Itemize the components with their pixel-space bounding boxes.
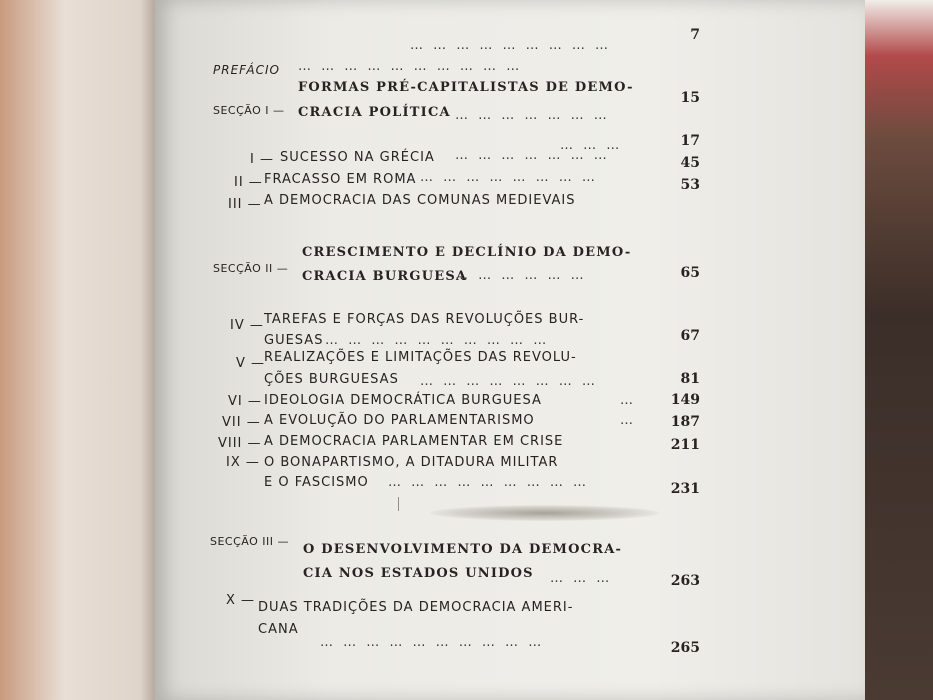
chapter-title: IDEOLOGIA DEMOCRÁTICA BURGUESA bbox=[264, 393, 542, 408]
page-number: 67 bbox=[680, 328, 700, 344]
section-title-cont: CIA NOS ESTADOS UNIDOS bbox=[303, 566, 534, 581]
chapter-title: A DEMOCRACIA DAS COMUNAS MEDIEVAIS bbox=[264, 193, 576, 208]
leader-dots: … … … … … … … bbox=[455, 108, 610, 123]
chapter-numeral: IV — bbox=[230, 318, 264, 333]
leader-dots: … … … … … … … … … … bbox=[298, 59, 523, 74]
chapter-title: A EVOLUÇÃO DO PARLAMENTARISMO bbox=[264, 413, 535, 428]
section-title: O DESENVOLVIMENTO DA DEMOCRA- bbox=[303, 542, 623, 557]
toc-entry-prefacio: PREFÁCIO bbox=[213, 63, 280, 77]
page-number: 81 bbox=[680, 371, 700, 387]
page-number: 65 bbox=[680, 265, 700, 281]
section-title-cont: CRACIA BURGUESA bbox=[302, 269, 468, 284]
section-label: SECÇÃO I — bbox=[213, 104, 285, 117]
chapter-title: TAREFAS E FORÇAS DAS REVOLUÇÕES BUR- bbox=[264, 312, 585, 327]
section-label: SECÇÃO III — bbox=[210, 535, 290, 548]
page-number: 53 bbox=[680, 177, 700, 193]
chapter-title-cont: CANA bbox=[258, 622, 299, 637]
page-number: 17 bbox=[680, 133, 700, 149]
leader-dots: … … … … … … … … … … bbox=[320, 635, 545, 650]
chapter-numeral: IX — bbox=[226, 455, 260, 470]
section-title: CRESCIMENTO E DECLÍNIO DA DEMO- bbox=[302, 245, 632, 260]
section-title-cont: CRACIA POLÍTICA bbox=[298, 105, 451, 120]
leader-dots: … … … … … … … … bbox=[420, 170, 598, 185]
chapter-title-cont: E O FASCISMO bbox=[264, 475, 369, 490]
chapter-numeral: III — bbox=[228, 197, 262, 212]
chapter-title: SUCESSO NA GRÉCIA bbox=[280, 150, 435, 165]
facing-page bbox=[0, 0, 160, 700]
page-number: 187 bbox=[670, 414, 700, 430]
ink-smudge bbox=[430, 505, 660, 521]
section-title: FORMAS PRÉ-CAPITALISTAS DE DEMO- bbox=[298, 80, 634, 95]
ink-mark bbox=[398, 497, 399, 511]
leader-dots: … … … … … … … … … … bbox=[325, 333, 550, 348]
chapter-title-cont: ÇÕES BURGUESAS bbox=[264, 372, 399, 387]
background-surface bbox=[865, 0, 933, 700]
chapter-title: A DEMOCRACIA PARLAMENTAR EM CRISE bbox=[264, 434, 564, 449]
leader-dots: … … … bbox=[550, 571, 613, 586]
leader-dots: … … … … … … … … … bbox=[388, 475, 590, 490]
chapter-title: DUAS TRADIÇÕES DA DEMOCRACIA AMERI- bbox=[258, 600, 574, 615]
section-label: SECÇÃO II — bbox=[213, 262, 289, 275]
chapter-numeral: V — bbox=[236, 356, 266, 371]
page-number: 211 bbox=[670, 437, 700, 453]
leader-dots: … … … … … … … … … bbox=[410, 38, 612, 53]
chapter-title-cont: GUESAS bbox=[264, 333, 324, 348]
chapter-numeral: X — bbox=[226, 593, 256, 608]
leader-dots: … bbox=[620, 393, 636, 408]
page-number: 149 bbox=[670, 392, 700, 408]
page-number: 7 bbox=[690, 27, 700, 43]
chapter-title: O BONAPARTISMO, A DITADURA MILITAR bbox=[264, 455, 559, 470]
leader-dots: … bbox=[620, 413, 636, 428]
chapter-numeral: II — bbox=[234, 175, 263, 190]
leader-dots: … … … … … … … … bbox=[420, 374, 598, 389]
chapter-numeral: VII — bbox=[222, 415, 261, 430]
page-number: 263 bbox=[670, 573, 700, 589]
leader-dots: … … … bbox=[560, 138, 623, 153]
page-number: 265 bbox=[670, 640, 700, 656]
chapter-numeral: VIII — bbox=[218, 436, 262, 451]
leader-dots: … … … … … … bbox=[455, 268, 587, 283]
page-number: 231 bbox=[670, 481, 700, 497]
page-number: 45 bbox=[680, 155, 700, 171]
chapter-numeral: I — bbox=[250, 152, 274, 167]
chapter-title: FRACASSO EM ROMA bbox=[264, 172, 417, 187]
chapter-title: REALIZAÇÕES E LIMITAÇÕES DAS REVOLU- bbox=[264, 350, 577, 365]
leader-dots: … … … … … … … bbox=[455, 148, 610, 163]
chapter-numeral: VI — bbox=[228, 394, 262, 409]
page-number: 15 bbox=[680, 90, 700, 106]
